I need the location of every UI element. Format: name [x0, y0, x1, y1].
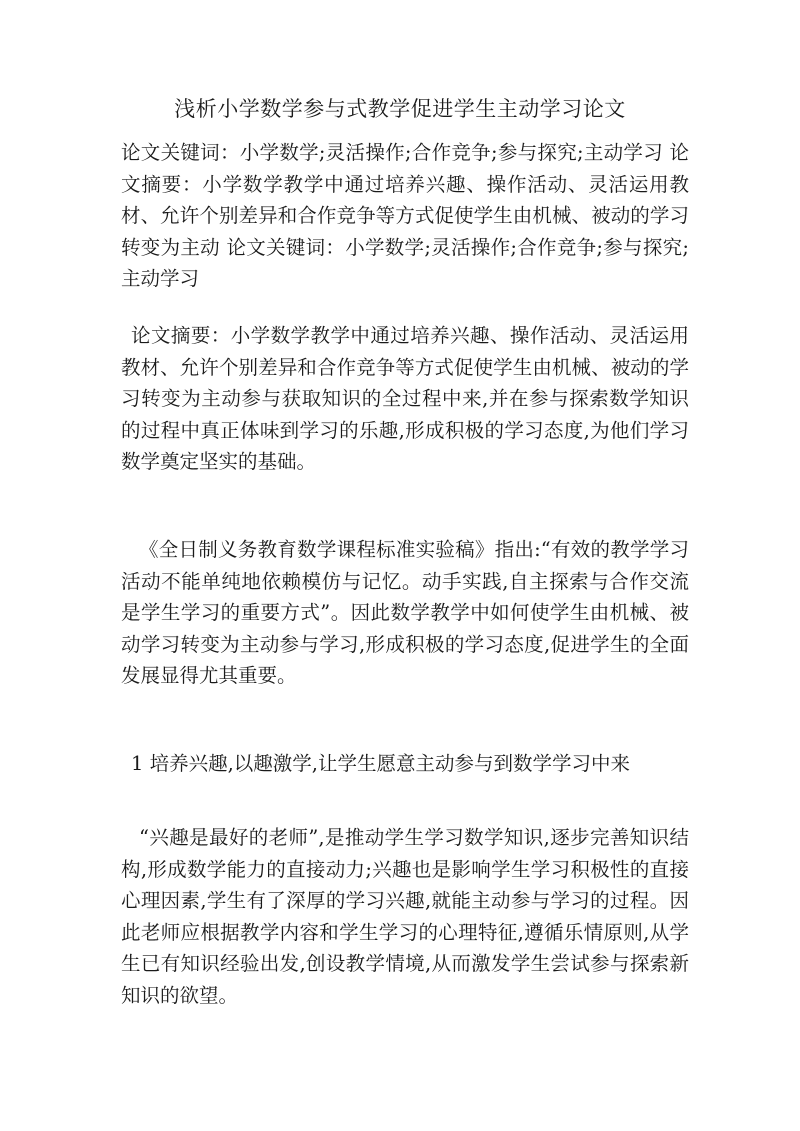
section-heading: 1 培养兴趣,以趣激学,让学生愿意主动参与到数学学习中来 [131, 752, 631, 775]
abstract-paragraph: 论文摘要：小学数学教学中通过培养兴趣、操作活动、灵活运用教材、允许个别差异和合作竞争等方式促使学生由机械、被动的学习转变为主动参与获取知识的全过程中来,并在参与探索数学知识的过程中真正体味到学习的乐趣,形成积极的学习态度,为他们学习数学奠定坚实的基础。 [121, 324, 689, 473]
keywords-abstract-paragraph: 论文关键词：小学数学;灵活操作;合作竞争;参与探究;主动学习 论文摘要：小学数学教学中通过培养兴趣、操作活动、灵活运用教材、允许个别差异和合作竞争等方式促使学生由机械、被动的学习转变为主动 论文关键词：小学数学;灵活操作;合作竞争;参与探究;主动学习 [121, 141, 689, 290]
body-paragraph: “兴趣是最好的老师”,是推动学生学习数学知识,逐步完善知识结构,形成数学能力的直接动力;兴趣也是影响学生学习积极性的直接心理因素,学生有了深厚的学习兴趣,就能主动参与学习的过程。因此老师应根据教学内容和学生学习的心理特征,遵循乐情原则,从学生已有知识经验出发,创设教学情境,从而激发学生尝试参与探索新知识的欲望。 [121, 826, 689, 1007]
document-title: 浅析小学数学参与式教学促进学生主动学习论文 [174, 97, 626, 121]
body-paragraph: 《全日制义务教育数学课程标准实验稿》指出:“有效的教学学习活动不能单纯地依赖模仿与记忆。动手实践,自主探索与合作交流是学生学习的重要方式”。因此数学教学中如何使学生由机械、被动学习转变为主动参与学习,形成积极的学习态度,促进学生的全面发展显得尤其重要。 [121, 538, 689, 687]
